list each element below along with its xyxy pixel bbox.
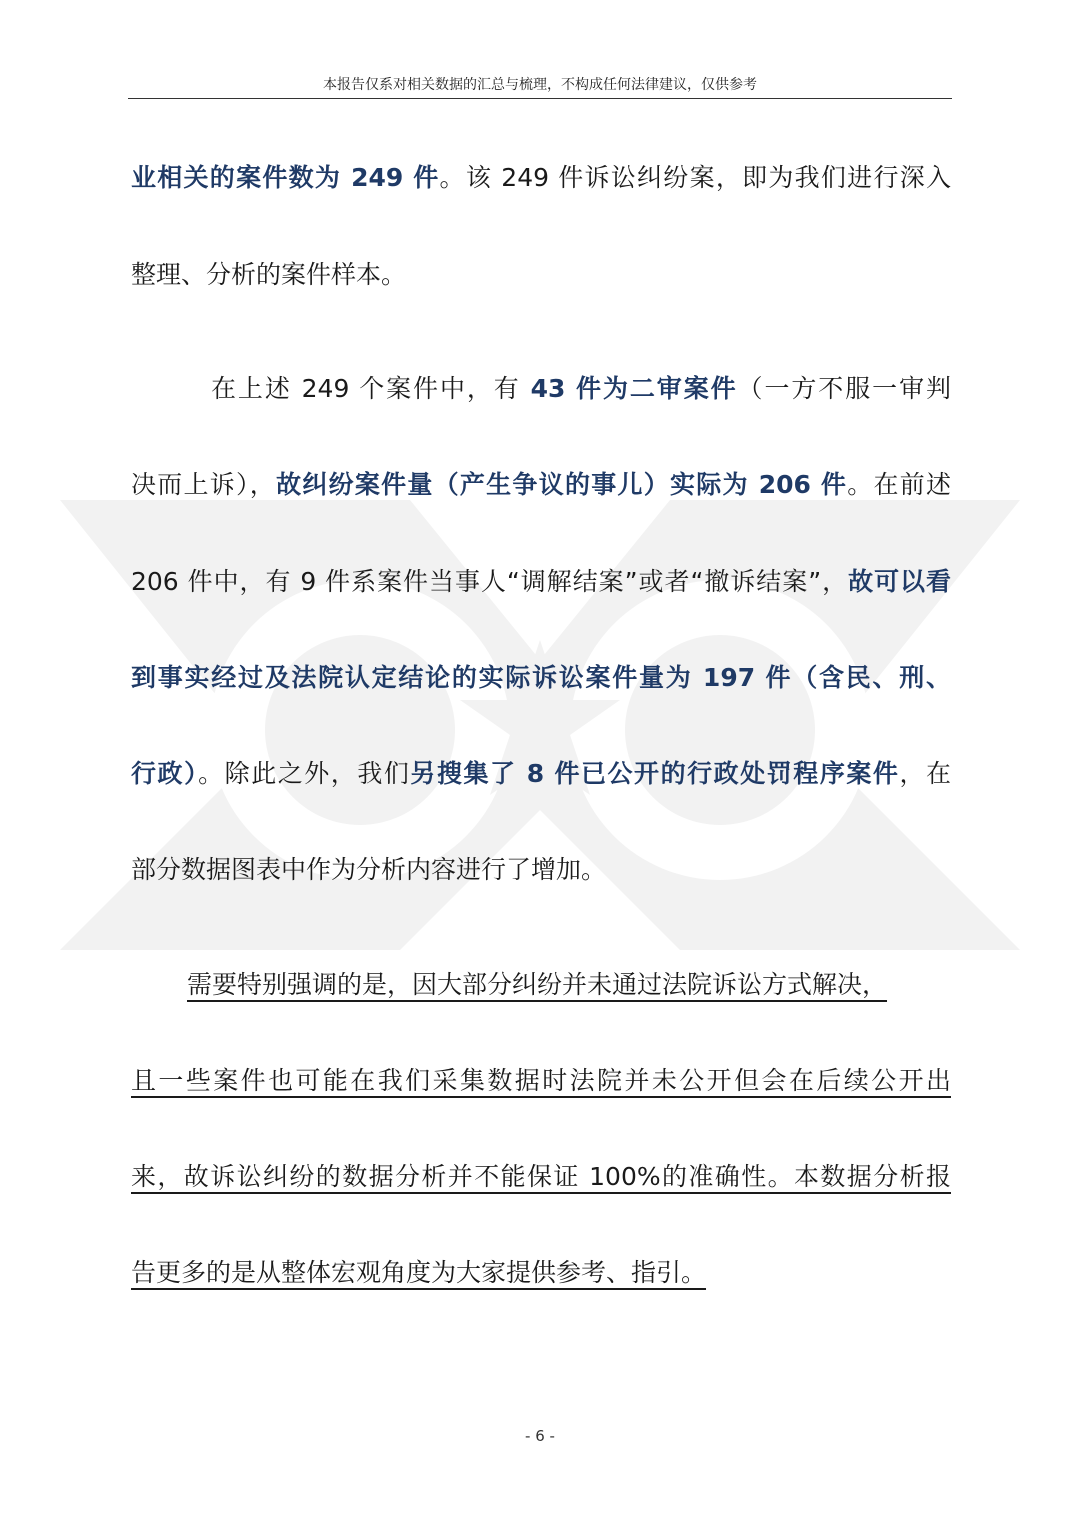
p1-line-1: 业相关的案件数为 249 件。该 249 件诉讼纠纷案，即为我们进行深入 <box>131 163 951 192</box>
p2-line-1: 在上述 249 个案件中，有 43 件为二审案件（一方不服一审判 <box>211 374 951 403</box>
p3-line-2: 且一些案件也可能在我们采集数据时法院并未公开但会在后续公开出 <box>131 1066 951 1095</box>
p1-line-2: 整理、分析的案件样本。 <box>131 260 407 289</box>
page-number: - 6 - <box>525 1427 555 1445</box>
p3-line-1: 需要特别强调的是，因大部分纠纷并未通过法院诉讼方式解决， <box>187 970 888 999</box>
p2-line-2: 决而上诉），故纠纷案件量（产生争议的事儿）实际为 206 件。在前述 <box>131 470 951 499</box>
p2-line-5: 行政）。除此之外，我们另搜集了 8 件已公开的行政处罚程序案件，在 <box>131 759 951 788</box>
p3-line-4: 告更多的是从整体宏观角度为大家提供参考、指引。 <box>131 1258 707 1287</box>
p2-line-6: 部分数据图表中作为分析内容进行了增加。 <box>131 855 607 884</box>
p2-line-3: 206 件中，有 9 件系案件当事人“调解结案”或者“撤诉结案”，故可以看 <box>131 567 951 596</box>
page-header-notice: 本报告仅系对相关数据的汇总与梳理，不构成任何法律建议，仅供参考 <box>128 74 952 99</box>
p3-line-3: 来，故诉讼纠纷的数据分析并不能保证 100%的准确性。本数据分析报 <box>131 1162 951 1191</box>
p2-line-4: 到事实经过及法院认定结论的实际诉讼案件量为 197 件（含民、刑、 <box>131 663 951 692</box>
